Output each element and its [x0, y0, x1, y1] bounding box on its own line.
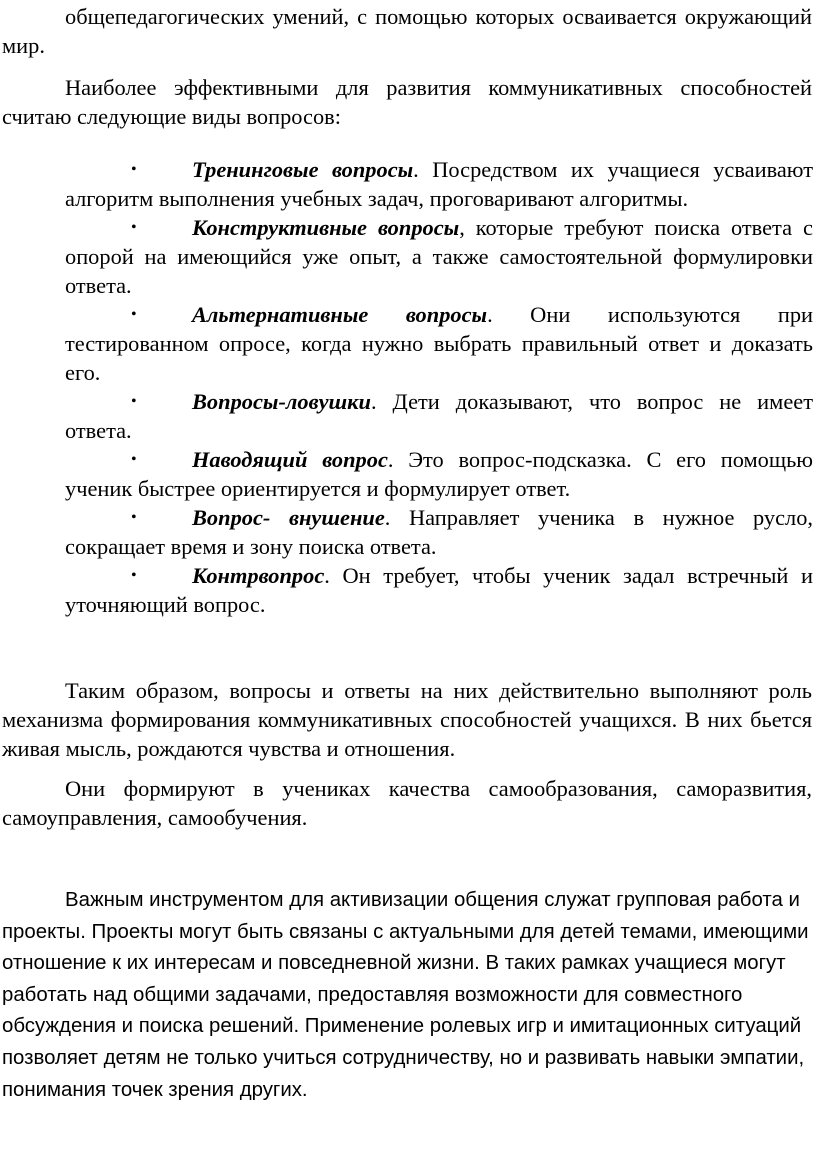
list-item-text: . Они используются при тестированном опросе, когда нужно выбрать правильный ответ и доказать его.	[65, 302, 813, 385]
list-item-term: Вопрос- внушение	[192, 505, 385, 530]
list-item-text: . Это вопрос-подсказка. С его помощью ученик быстрее ориентируется и формулирует ответ.	[65, 447, 814, 501]
paragraph-group-work: Важным инструментом для активизации общения служат групповая работа и проекты. Проекты могут быть связаны с актуальными для детей темами, имеющими отношение к их интересам и повседневной жизни. В таких рамках учащиеся могут работать над общими задачами, предоставляя возможности для совместного обсуждения и поиска решений. Применение ролевых игр и имитационных ситуаций позволяет детям не только учиться сотрудничеству, но и развивать навыки эмпатии, понимания точек зрения других.	[2, 889, 809, 1101]
list-item-term: Конструктивные вопросы	[192, 215, 460, 240]
list-item-term: Вопросы-ловушки	[192, 389, 371, 414]
bullet-icon: •	[131, 219, 137, 236]
list-item	[65, 561, 813, 619]
list-item-term: Наводящий вопрос	[192, 447, 388, 472]
paragraph-qualities: Они формируют в учениках качества самообразования, саморазвития, самоуправления, самообучения.	[2, 776, 812, 830]
list-item-term: Контрвопрос	[192, 563, 325, 588]
bullet-icon: •	[131, 161, 137, 178]
bullet-icon: •	[131, 451, 137, 468]
list-item-text: . Посредством их учащиеся усваивают алгоритм выполнения учебных задач, проговаривают алгоритмы.	[65, 157, 813, 211]
list-item-text: . Дети доказывают, что вопрос не имеет ответа.	[65, 389, 813, 443]
paragraph-question-types-intro: Наиболее эффективными для развития коммуникативных способностей считаю следующие виды вопросов:	[2, 75, 812, 129]
list-item-text: . Он требует, чтобы ученик задал встречный и уточняющий вопрос.	[65, 563, 813, 617]
bullet-icon: •	[131, 567, 137, 584]
list-item	[65, 445, 813, 503]
list-item-term: Альтернативные вопросы	[192, 302, 488, 327]
list-item	[65, 213, 813, 300]
list-item	[65, 155, 813, 213]
paragraph-intro-continuation: общепедагогических умений, с помощью которых осваивается окружающий мир.	[2, 4, 812, 58]
list-item-term: Тренинговые вопросы	[192, 157, 414, 182]
question-types-list	[65, 155, 813, 619]
list-item	[65, 300, 813, 387]
bullet-icon: •	[131, 306, 137, 323]
bullet-icon: •	[131, 393, 137, 410]
bullet-icon: •	[131, 509, 137, 526]
list-item	[65, 387, 813, 445]
list-item-text: . Направляет ученика в нужное русло, сокращает время и зону поиска ответа.	[65, 505, 814, 559]
list-item-text: , которые требуют поиска ответа с опорой на имеющийся уже опыт, а также самостоятельной формулировки ответа.	[65, 215, 813, 298]
paragraph-conclusion: Таким образом, вопросы и ответы на них действительно выполняют роль механизма формирования коммуникативных способностей учащихся. В них бьется живая мысль, рождаются чувства и отношения.	[2, 678, 812, 761]
list-item	[65, 503, 813, 561]
